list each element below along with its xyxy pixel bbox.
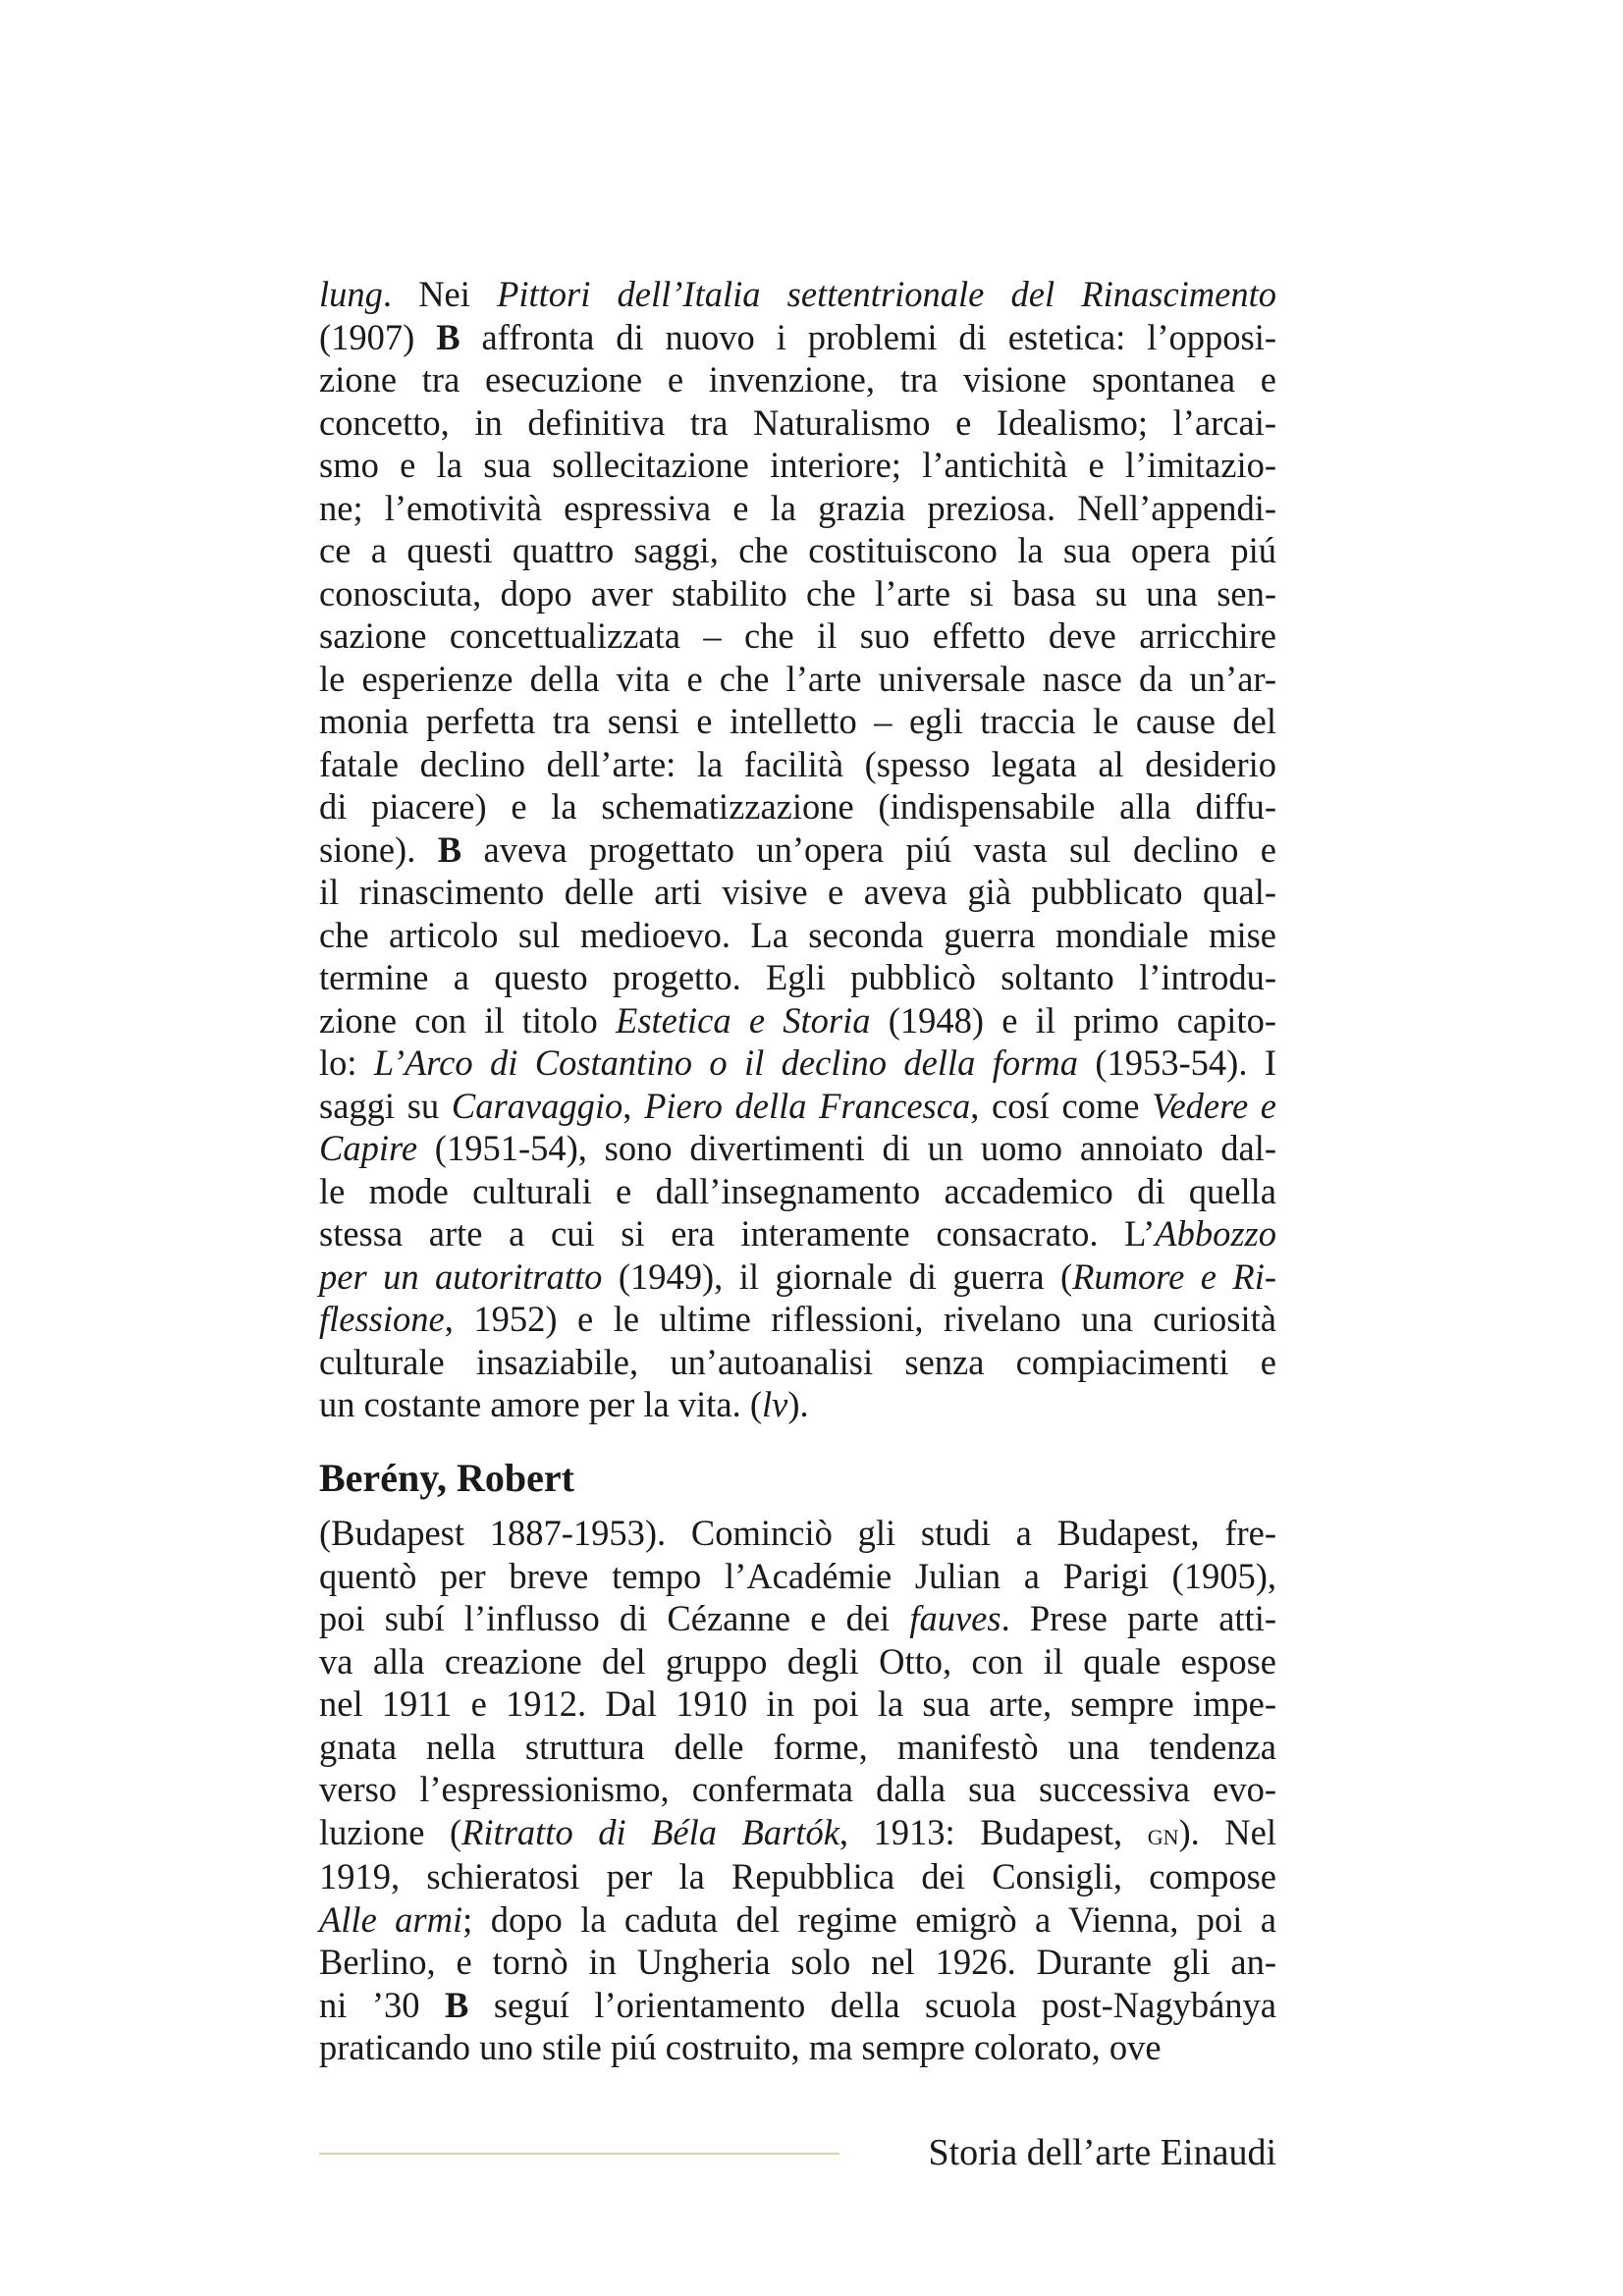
continued-line	[319, 1212, 1276, 1255]
text-run: le mode culturali e dall’insegnamento accademico di quella	[319, 1170, 1276, 1211]
continued-line	[319, 700, 1276, 743]
text-run: il rinascimento delle arti visive e aveva già pubblicato qual-	[319, 872, 1276, 912]
italic-text: flessione	[319, 1299, 445, 1339]
italic-text: Abbozzo	[1155, 1213, 1276, 1254]
entry-line	[319, 1726, 1276, 1769]
text-run: ; dopo la caduta del regime emigrò a Vienna, poi a	[462, 1898, 1277, 1940]
text-run: verso l’espressionismo, confermata dalla sua successiva evo-	[319, 1769, 1276, 1809]
continued-line	[319, 956, 1276, 999]
continued-line	[319, 401, 1276, 445]
text-run: Berlino, e tornò in Ungheria solo nel 1926. Durante gli an-	[319, 1942, 1276, 1982]
italic-text: Piero della Francesca	[644, 1085, 971, 1126]
text-run: zione con il titolo	[319, 999, 617, 1041]
entry-line	[319, 1898, 1276, 1942]
text-run: sione).	[319, 828, 438, 870]
text-run: , 1952) e le ultime riflessioni, rivelano una curiosità	[444, 1299, 1276, 1339]
text-run: luzione (	[319, 1811, 462, 1852]
text-run: (1951-54), sono divertimenti di un uomo annoiato dal-	[417, 1128, 1276, 1168]
continued-line	[319, 658, 1276, 701]
text-run: aveva progettato un’opera piú vasta sul declino e	[461, 828, 1276, 870]
continued-line	[319, 487, 1276, 530]
continued-line	[319, 444, 1276, 487]
text-run: quentò per breve tempo l’Académie Julian a Parigi (1905),	[319, 1555, 1276, 1596]
italic-text: per un autoritratto	[319, 1255, 603, 1297]
text-run: di piacere) e la schematizzazione (indispensabile alla diffu-	[319, 786, 1276, 827]
continued-line	[319, 828, 1276, 872]
text-run: sazione concettualizzata – che il suo effetto deve arricchire	[319, 615, 1276, 656]
text-run: fatale declino dell’arte: la facilità (spesso legata al desiderio	[319, 743, 1276, 784]
text-run: praticando uno stile piú costruito, ma sempre colorato, ove	[319, 2027, 1162, 2067]
entry-line	[319, 1811, 1276, 1856]
text-run: (1948) e il primo capito-	[870, 999, 1276, 1041]
text-run: 1919, schieratosi per la Repubblica dei Consigli, compose	[319, 1856, 1276, 1896]
continued-line	[319, 1341, 1276, 1384]
italic-text: Alle armi	[319, 1898, 463, 1940]
continued-line	[319, 743, 1276, 786]
continued-line	[319, 1383, 1276, 1426]
text-run: lo:	[319, 1042, 374, 1083]
text-run: (1907)	[319, 316, 437, 357]
continued-line	[319, 1127, 1276, 1170]
text-run: (1953-54). I	[1077, 1042, 1276, 1083]
bold-text: B	[436, 316, 460, 357]
text-run: ce a questi quattro saggi, che costituiscono la sua opera piú	[319, 530, 1276, 570]
text-run: ni ’30	[319, 1984, 445, 2025]
text-run: gnata nella struttura delle forme, manifestò una tendenza	[319, 1726, 1276, 1767]
entry-line	[319, 1555, 1276, 1598]
italic-text: Pittori dell’Italia settentrionale del Rinascimento	[497, 274, 1276, 314]
italic-text: Capire	[319, 1128, 418, 1168]
text-run: nel 1911 e 1912. Dal 1910 in poi la sua arte, sempre impe-	[319, 1683, 1276, 1724]
text-run: smo e la sua sollecitazione interiore; l’antichità e l’imitazio-	[319, 445, 1276, 485]
italic-text: Vedere e	[1152, 1085, 1277, 1126]
text-run: termine a questo progetto. Egli pubblicò soltanto l’introdu-	[319, 957, 1276, 997]
text-run: ,	[622, 1085, 645, 1126]
italic-text: Rumore e Ri-	[1072, 1255, 1277, 1297]
text-run: monia perfetta tra sensi e intelletto – egli traccia le cause del	[319, 701, 1276, 741]
text-run: che articolo sul medioevo. La seconda guerra mondiale mise	[319, 914, 1276, 955]
continued-line	[319, 529, 1276, 572]
continued-line	[319, 1041, 1276, 1085]
text-run: conosciuta, dopo aver stabilito che l’arte si basa su una sen-	[319, 572, 1276, 614]
entry-line	[319, 2026, 1276, 2069]
text-run: affronta di nuovo i problemi di estetica: l’opposi-	[460, 316, 1276, 357]
entry-line	[319, 1640, 1276, 1683]
text-run: poi subí l’influsso di Cézanne e dei	[319, 1598, 910, 1638]
entry-line	[319, 1597, 1276, 1640]
continued-line	[319, 614, 1276, 658]
continued-line	[319, 316, 1276, 359]
continued-entry-text	[319, 273, 1276, 1426]
smallcaps-text: gn	[1147, 1816, 1179, 1851]
italic-text: lv	[762, 1384, 788, 1424]
footer-rule	[319, 2153, 839, 2155]
continued-line	[319, 1170, 1276, 1213]
continued-line	[319, 572, 1276, 615]
bold-text: B	[437, 828, 462, 870]
text-run: stessa arte a cui si era interamente consacrato. L’	[319, 1213, 1156, 1254]
continued-line	[319, 871, 1276, 914]
text-run: . Prese parte atti-	[1001, 1598, 1276, 1638]
entry-line	[319, 1941, 1276, 1984]
text-run: (Budapest 1887-1953). Cominciò gli studi a Budapest, fre-	[319, 1513, 1276, 1553]
text-run: ). Nel	[1178, 1811, 1277, 1852]
text-run: un costante amore per la vita. (	[319, 1384, 762, 1424]
continued-line	[319, 999, 1276, 1042]
italic-text: lung	[319, 274, 383, 314]
italic-text: Ritratto di Béla Bartók	[461, 1811, 839, 1852]
continued-line	[319, 358, 1276, 401]
italic-text: Estetica e Storia	[616, 999, 871, 1041]
text-run: concetto, in definitiva tra Naturalismo e Idealismo; l’arcai-	[319, 401, 1276, 443]
text-run: ).	[787, 1384, 809, 1424]
text-run: va alla creazione del gruppo degli Otto, con il quale espose	[319, 1640, 1276, 1682]
text-run: le esperienze della vita e che l’arte universale nasce da un’ar-	[319, 658, 1276, 699]
continued-line	[319, 1298, 1276, 1341]
footer-title: Storia dell’arte Einaudi	[928, 2132, 1276, 2173]
continued-line	[319, 914, 1276, 957]
entry-line	[319, 1855, 1276, 1898]
italic-text: fauves	[909, 1598, 1001, 1638]
continued-line	[319, 273, 1276, 316]
text-run: seguí l’orientamento della scuola post-Nagybánya	[468, 1984, 1276, 2025]
entry-line	[319, 1682, 1276, 1726]
text-run: zione tra esecuzione e invenzione, tra visione spontanea e	[319, 359, 1276, 400]
text-run: saggi su	[319, 1085, 452, 1126]
text-run: , cosí come	[970, 1085, 1153, 1126]
text-run: , 1913: Budapest,	[839, 1811, 1148, 1852]
entry-line	[319, 1768, 1276, 1811]
entry-line	[319, 1512, 1276, 1555]
continued-line	[319, 1255, 1276, 1299]
italic-text: L’Arco di Costantino o il declino della forma	[373, 1042, 1078, 1083]
text-run: . Nei	[382, 274, 498, 314]
bold-text: B	[444, 1984, 469, 2025]
text-run: culturale insaziabile, un’autoanalisi senza compiacimenti e	[319, 1341, 1276, 1382]
text-run: ne; l’emotività espressiva e la grazia preziosa. Nell’appendi-	[319, 487, 1276, 528]
continued-line	[319, 785, 1276, 828]
entry-line	[319, 1984, 1276, 2027]
entry-heading: Berény, Robert	[319, 1456, 574, 1500]
continued-line	[319, 1085, 1276, 1128]
text-run: (1949), il giornale di guerra (	[602, 1255, 1073, 1297]
italic-text: Caravaggio	[451, 1085, 623, 1126]
entry-body-text	[319, 1512, 1276, 2069]
